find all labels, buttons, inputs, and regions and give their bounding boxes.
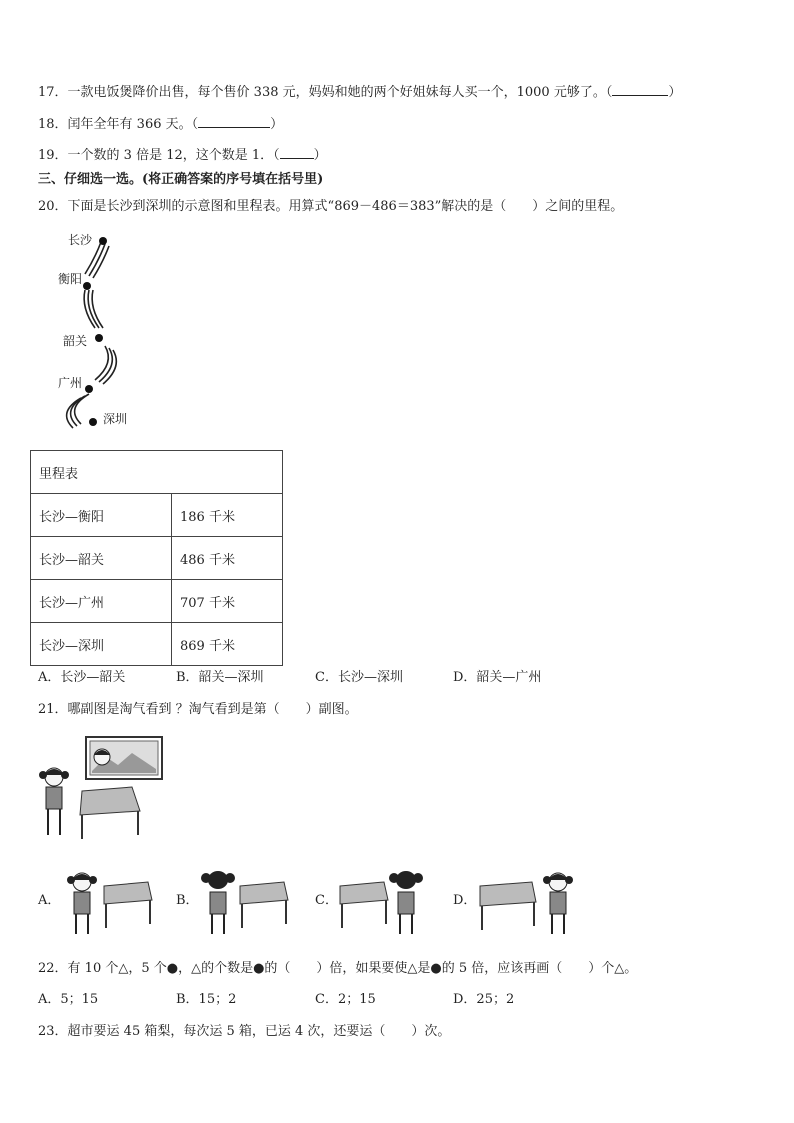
route-cell: 长沙—衡阳 [31, 494, 172, 537]
city-label-shenzhen: 深圳 [103, 412, 128, 426]
option-a[interactable]: A．长沙—韶关 [38, 670, 126, 685]
option-c[interactable]: C．2；15 [315, 992, 376, 1007]
city-label-changsha: 长沙 [68, 233, 93, 247]
option-b[interactable]: B．15；2 [176, 992, 237, 1007]
option-d-image[interactable] [476, 868, 586, 938]
question-18-close: ） [270, 117, 284, 132]
question-17-close: ） [668, 85, 682, 100]
question-17-text: 17．一款电饭煲降价出售，每个售价 338 元，妈妈和她的两个好姐妹每人买一个，1000 元够了。（ [38, 85, 613, 100]
question-19-text: 19．一个数的 3 倍是 12，这个数是 1．（ [38, 148, 280, 163]
city-dot-shaoguan [95, 334, 103, 342]
question-23-text: 23．超市要运 45 箱梨，每次运 5 箱，已运 4 次，还要运（ ）次。 [38, 1024, 451, 1039]
city-label-shaoguan: 韶关 [63, 334, 88, 348]
question-22-text: 22．有 10 个△，5 个●，△的个数是●的（ ）倍，如果要使△是●的 5 倍，应该再画（ ）个△。 [38, 961, 638, 976]
question-18-text: 18．闰年全年有 366 天。（ [38, 117, 199, 132]
question-21-text: 21．哪副图是淘气看到 ？淘气看到是第（ ）副图。 [38, 702, 358, 717]
option-d[interactable]: D． [453, 893, 477, 908]
city-dot-guangzhou [85, 385, 93, 393]
distance-cell: 186 千米 [172, 494, 283, 537]
distance-cell: 869 千米 [172, 623, 283, 666]
table-row [31, 580, 283, 623]
city-dot-hengyang [83, 282, 91, 290]
option-d[interactable]: D．韶关—广州 [453, 670, 542, 685]
option-a[interactable]: A． [38, 893, 61, 908]
city-dot-changsha [99, 237, 107, 245]
table-row [31, 537, 283, 580]
distance-cell: 486 千米 [172, 537, 283, 580]
option-a-image[interactable] [64, 868, 174, 938]
option-c[interactable]: C．长沙—深圳 [315, 670, 403, 685]
answer-blank-18[interactable] [198, 115, 270, 128]
option-d[interactable]: D．25；2 [453, 992, 515, 1007]
section-heading: 三、仔细选一选。(将正确答案的序号填在括号里) [38, 172, 324, 187]
table-title-row [31, 451, 283, 494]
question-21-options [38, 868, 598, 938]
question-19-close: ） [313, 148, 327, 163]
table-row [31, 623, 283, 666]
route-diagram [55, 228, 145, 438]
option-b[interactable]: B．韶关—深圳 [176, 670, 264, 685]
distance-cell: 707 千米 [172, 580, 283, 623]
table-row [31, 494, 283, 537]
route-cell: 长沙—广州 [31, 580, 172, 623]
city-label-guangzhou: 广州 [58, 376, 83, 390]
city-label-hengyang: 衡阳 [58, 272, 83, 286]
option-b-image[interactable] [200, 868, 310, 938]
answer-blank-17[interactable] [612, 83, 668, 96]
route-cell: 长沙—深圳 [31, 623, 172, 666]
main-scene-illustration [36, 735, 166, 845]
option-b[interactable]: B． [176, 893, 199, 908]
option-c-image[interactable] [336, 868, 446, 938]
question-20-text: 20．下面是长沙到深圳的示意图和里程表。用算式“869－486＝383”解决的是（ ）之间的里程。 [38, 199, 624, 214]
city-dot-shenzhen [89, 418, 97, 426]
question-17 [38, 83, 681, 102]
option-c[interactable]: C． [315, 893, 338, 908]
option-a[interactable]: A．5；15 [38, 992, 99, 1007]
mileage-table [30, 450, 283, 666]
question-18 [38, 115, 283, 134]
table-title: 里程表 [31, 451, 283, 494]
route-cell: 长沙—韶关 [31, 537, 172, 580]
question-19 [38, 146, 327, 165]
answer-blank-19[interactable] [280, 146, 314, 159]
